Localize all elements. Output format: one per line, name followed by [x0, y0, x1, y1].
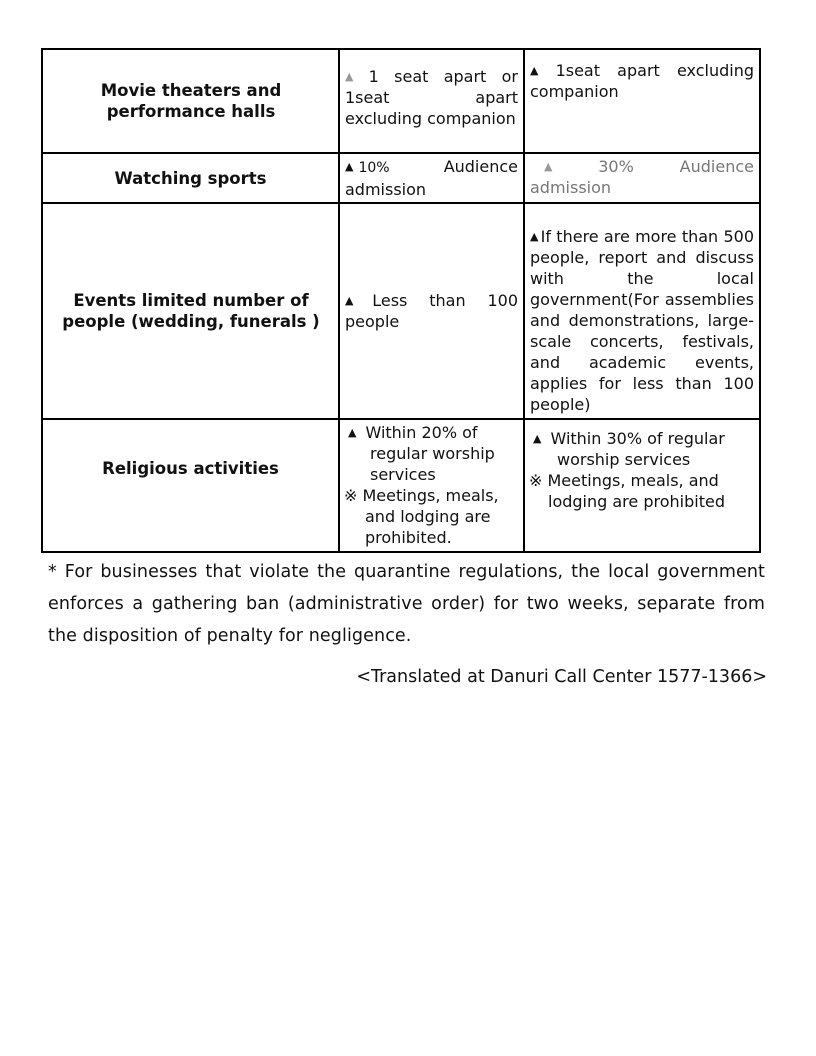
table-cell: ▲ Less than 100 people: [339, 203, 524, 419]
regulations-table: [41, 48, 761, 553]
row-label: Religious activities: [42, 419, 339, 552]
table-cell: ▲ Within 20% of regular worship services ※ Meetings, meals, and lodging are prohibited.: [339, 419, 524, 552]
bullet-triangle-icon: ▲: [345, 160, 354, 173]
bullet-triangle-icon: ▲: [345, 294, 371, 307]
admission-label: admission: [345, 180, 427, 199]
row-label: Movie theaters and performance halls: [42, 49, 339, 153]
bullet-triangle-icon: ▲: [533, 432, 542, 445]
prohibition-note: ※ Meetings, meals, and lodging are prohibited.: [344, 486, 499, 547]
bullet-triangle-icon: ▲: [348, 426, 357, 439]
row-label: Events limited number of people (wedding, funerals ): [42, 203, 339, 419]
translation-credit: <Translated at Danuri Call Center 1577-1366>: [356, 667, 767, 687]
bullet-triangle-icon: ▲: [530, 64, 551, 77]
row-label: Watching sports: [42, 153, 339, 203]
table-row: [42, 203, 760, 419]
bullet-triangle-icon: ▲: [544, 160, 594, 173]
table-cell: ▲ 30% Audience admission: [524, 153, 760, 203]
table-row: [42, 153, 760, 203]
prohibition-note: ※ Meetings, meals, and lodging are prohibited: [529, 471, 725, 511]
bullet-triangle-icon: ▲: [530, 230, 539, 243]
table-cell: ▲ 10% Audience admission: [339, 153, 524, 203]
table-row: [42, 419, 760, 552]
audience-label: Audience: [443, 157, 518, 176]
bullet-triangle-icon: ▲: [345, 70, 364, 83]
table-cell: ▲ If there are more than 500 people, report and discuss with the local government(For assemblies and demonstrations, large-scale concerts, festivals, and academic events, applies for less than 100 people): [524, 203, 760, 419]
table-cell: ▲ 1seat apart excluding companion: [524, 49, 760, 153]
table-cell: ▲ 1 seat apart or 1seat apart excluding companion: [339, 49, 524, 153]
footnote: * For businesses that violate the quarantine regulations, the local government enforces a gathering ban (administrative order) for two weeks, separate from the disposition of penalty for negligence.: [48, 562, 765, 646]
table-cell: ▲ Within 30% of regular worship services ※ Meetings, meals, and lodging are prohibited: [524, 419, 760, 552]
table-row: [42, 49, 760, 153]
